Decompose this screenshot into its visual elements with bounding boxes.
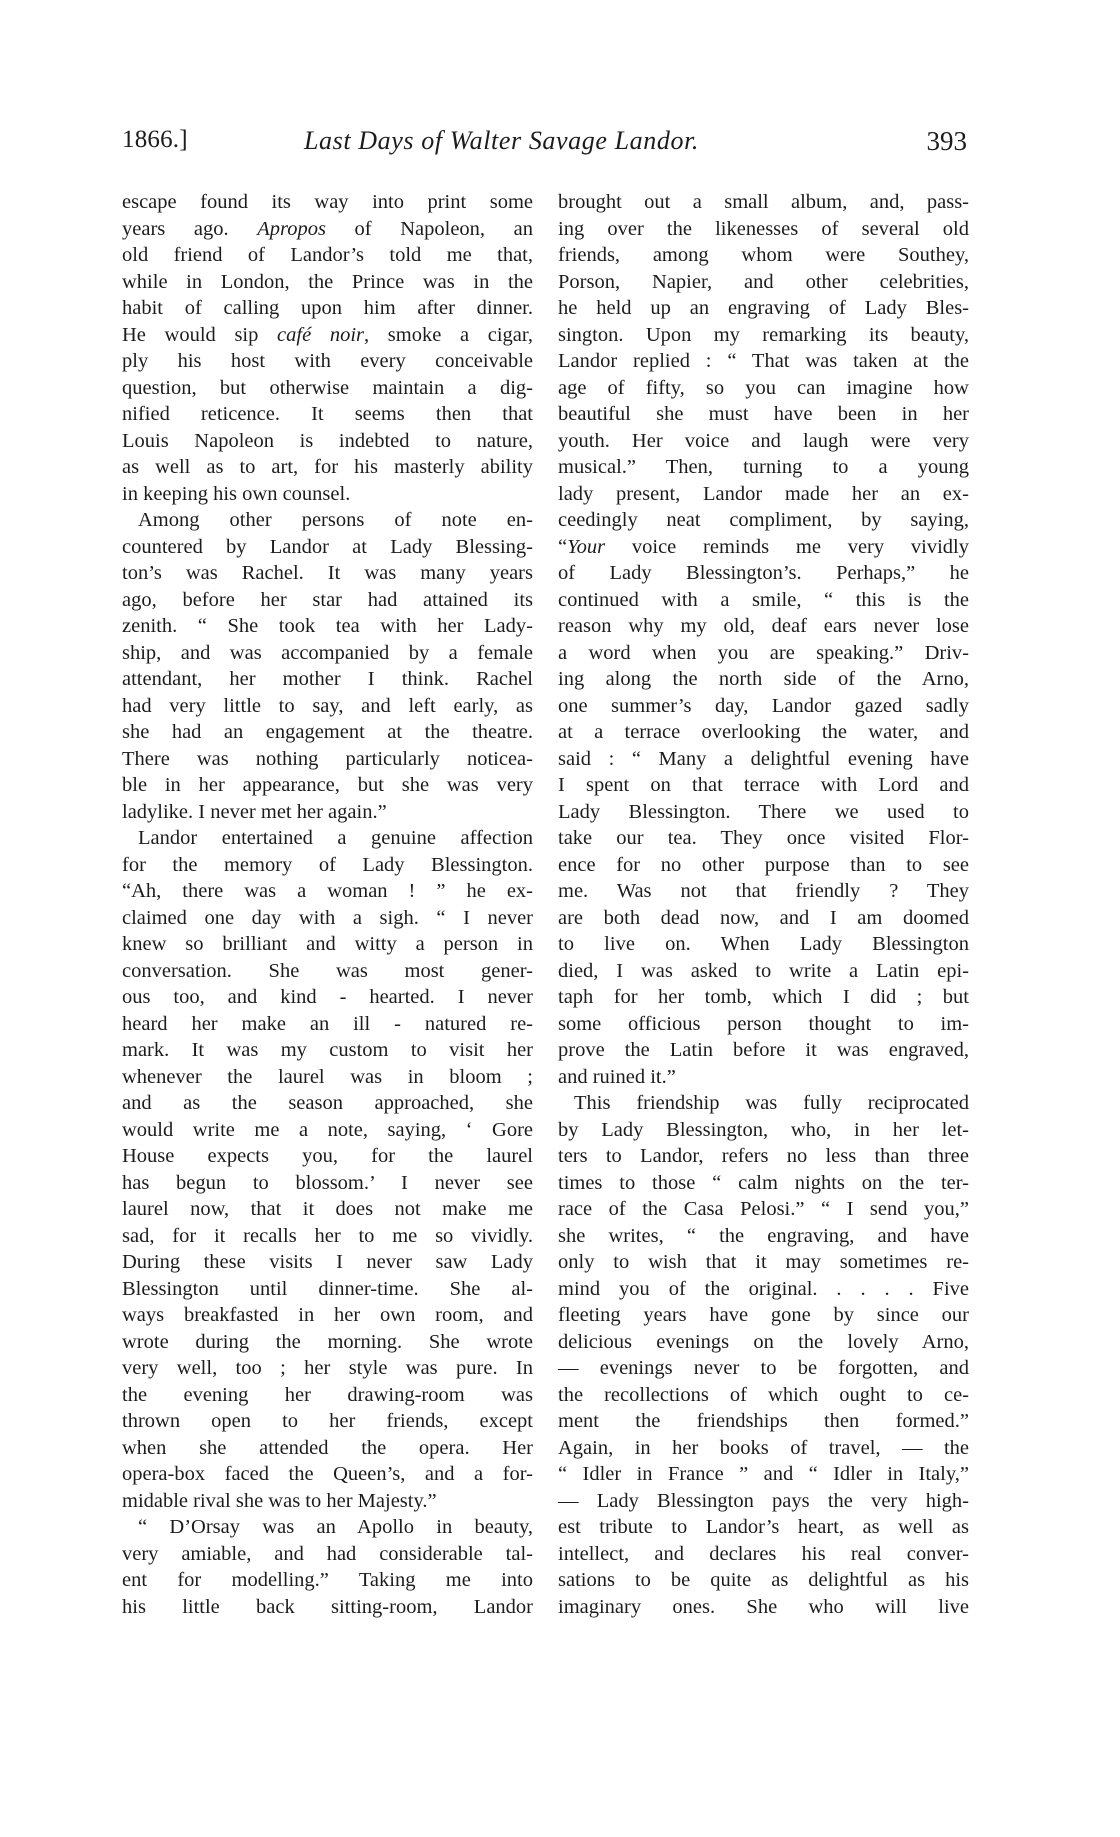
text-line <box>558 1514 969 1541</box>
text-run: — Lady Blessington pays the very high- <box>558 1489 969 1512</box>
text-run: very amiable, and had considerable tal- <box>122 1542 533 1565</box>
text-run: There was nothing particularly noticea- <box>122 747 533 770</box>
text-run: the evening her drawing-room was <box>122 1383 533 1406</box>
text-line <box>558 242 969 269</box>
text-line <box>558 587 969 614</box>
text-line <box>122 269 533 296</box>
text-run: thrown open to her friends, except <box>122 1410 533 1432</box>
text-line <box>558 1461 969 1488</box>
text-line <box>122 348 533 375</box>
text-run: taph for her tomb, which I did ; but <box>558 986 969 1008</box>
text-line <box>558 1011 969 1038</box>
text-line <box>122 454 533 481</box>
text-run: I spent on that terrace with Lord and <box>558 774 969 796</box>
text-line <box>122 1302 533 1329</box>
text-line <box>122 613 533 640</box>
text-run: by Lady Blessington, who, in her let- <box>558 1118 969 1141</box>
text-run: prove the Latin before it was engraved, <box>558 1039 969 1061</box>
text-line <box>122 322 533 349</box>
text-run: mark. It was my custom to visit her <box>122 1039 533 1061</box>
text-run: Landor replied : “ That was taken at the <box>558 350 969 372</box>
text-run: Landor entertained a genuine affection <box>138 827 533 849</box>
text-line <box>122 1196 533 1223</box>
text-run: Among other persons of note en- <box>138 509 533 531</box>
page-number: 393 <box>926 126 967 156</box>
text-run: would write me a note, saying, ‘ Gore <box>122 1118 533 1141</box>
text-run: age of fifty, so you can imagine how <box>558 376 969 399</box>
text-line <box>122 666 533 693</box>
text-line <box>558 852 969 879</box>
text-line <box>122 799 533 826</box>
text-run: intellect, and declares his real conver- <box>558 1542 969 1565</box>
text-run: lady present, Landor made her an ex- <box>558 482 969 505</box>
text-run: ing along the north side of the Arno, <box>558 668 969 690</box>
text-line <box>558 1117 969 1144</box>
text-run: During these visits I never saw Lady <box>122 1251 533 1273</box>
text-line <box>558 348 969 375</box>
text-line <box>558 1249 969 1276</box>
text-run: — evenings never to be forgotten, and <box>558 1357 969 1379</box>
italic-text-run: café noir <box>277 323 365 346</box>
text-run: ladylike. I never met her again.” <box>122 800 387 823</box>
text-line <box>122 640 533 667</box>
text-line <box>122 1594 533 1621</box>
running-head-date: 1866.] <box>122 126 188 153</box>
text-line <box>122 1117 533 1144</box>
text-line <box>558 1170 969 1197</box>
text-line <box>122 428 533 455</box>
text-line <box>122 1355 533 1382</box>
text-line <box>122 719 533 746</box>
text-line <box>558 401 969 428</box>
text-run: Louis Napoleon is indebted to nature, <box>122 429 533 452</box>
text-run: sations to be quite as delightful as his <box>558 1569 969 1591</box>
text-line <box>122 984 533 1011</box>
text-run: ton’s was Rachel. It was many years <box>122 562 533 584</box>
text-run: heard her make an ill - natured re- <box>122 1012 533 1035</box>
text-line <box>558 375 969 402</box>
text-line <box>122 852 533 879</box>
text-run: at a terrace overlooking the water, and <box>558 721 969 743</box>
text-line <box>558 1064 969 1091</box>
text-line <box>122 375 533 402</box>
text-run: a word when you are speaking.” Driv- <box>558 641 969 664</box>
text-line <box>558 613 969 640</box>
text-run: attendant, her mother I think. Rachel <box>122 668 533 690</box>
text-line <box>558 560 969 587</box>
text-run: imaginary ones. She who will live <box>558 1595 969 1618</box>
text-run: question, but otherwise maintain a dig- <box>122 376 533 399</box>
text-run: ago, before her star had attained its <box>122 588 533 611</box>
text-line <box>122 1382 533 1409</box>
text-run: nified reticence. It seems then that <box>122 403 533 425</box>
text-line <box>122 958 533 985</box>
text-line <box>122 1223 533 1250</box>
text-run: had very little to say, and left early, as <box>122 694 533 717</box>
text-line <box>558 481 969 508</box>
right-text-column <box>558 189 969 1620</box>
text-run: as well as to art, for his masterly ability <box>122 456 533 478</box>
text-line <box>558 693 969 720</box>
text-line <box>558 1090 969 1117</box>
text-run: wrote during the morning. She wrote <box>122 1330 533 1353</box>
text-line <box>558 1594 969 1621</box>
text-run: voice reminds me very vividly <box>605 535 969 558</box>
text-run: delicious evenings on the lovely Arno, <box>558 1330 969 1353</box>
text-line <box>558 1382 969 1409</box>
text-line <box>122 1329 533 1356</box>
text-run: sad, for it recalls her to me so vividly. <box>122 1224 533 1247</box>
text-run: the recollections of which ought to ce- <box>558 1383 969 1406</box>
text-line <box>558 1196 969 1223</box>
text-line <box>558 1276 969 1303</box>
text-run: she had an engagement at the theatre. <box>122 721 533 743</box>
text-run: said : “ Many a delightful evening have <box>558 747 969 770</box>
text-run: brought out a small album, and, pass- <box>558 191 969 213</box>
text-run: sington. Upon my remarking its beauty, <box>558 323 969 346</box>
text-line <box>122 825 533 852</box>
text-run: of Lady Blessington’s. Perhaps,” he <box>558 562 969 584</box>
text-run: mind you of the original. . . . . Five <box>558 1277 969 1300</box>
text-run: only to wish that it may sometimes re- <box>558 1251 969 1273</box>
text-line <box>122 1408 533 1435</box>
text-line <box>558 1567 969 1594</box>
text-run: and as the season approached, she <box>122 1092 533 1114</box>
text-run: are both dead now, and I am doomed <box>558 906 969 929</box>
text-line <box>122 693 533 720</box>
text-line <box>558 984 969 1011</box>
text-run: “ D’Orsay was an Apollo in beauty, <box>138 1516 533 1538</box>
text-line <box>558 454 969 481</box>
text-line <box>122 534 533 561</box>
text-run: musical.” Then, turning to a young <box>558 456 969 478</box>
text-line <box>122 1037 533 1064</box>
text-run: “ <box>558 535 568 558</box>
text-line <box>122 587 533 614</box>
text-line <box>122 1170 533 1197</box>
text-line <box>558 322 969 349</box>
text-run: ment the friendships then formed.” <box>558 1410 969 1432</box>
text-run: countered by Landor at Lady Blessing- <box>122 535 533 558</box>
text-run: Lady Blessington. There we used to <box>558 800 969 823</box>
text-run: est tribute to Landor’s heart, as well as <box>558 1516 969 1538</box>
text-line <box>558 1302 969 1329</box>
text-run: “ Idler in France ” and “ Idler in Italy,” <box>558 1463 969 1485</box>
running-head <box>122 126 967 166</box>
text-run: habit of calling upon him after dinner. <box>122 297 533 319</box>
text-run: of Napoleon, an <box>325 217 533 240</box>
text-run: fleeting years have gone by since our <box>558 1304 969 1326</box>
text-line <box>558 507 969 534</box>
text-run: Again, in her books of travel, — the <box>558 1436 969 1459</box>
text-run: whenever the laurel was in bloom ; <box>122 1065 533 1088</box>
text-run: when she attended the opera. Her <box>122 1436 533 1459</box>
text-line <box>558 931 969 958</box>
italic-text-run: Apropos <box>257 217 326 240</box>
text-run: ways breakfasted in her own room, and <box>122 1304 533 1326</box>
text-line <box>558 189 969 216</box>
text-line <box>122 560 533 587</box>
text-line <box>558 640 969 667</box>
text-line <box>122 1567 533 1594</box>
text-line <box>558 428 969 455</box>
text-line <box>122 1488 533 1515</box>
text-run: He would sip <box>122 323 278 346</box>
text-run: ceedingly neat compliment, by saying, <box>558 509 969 531</box>
text-line <box>558 825 969 852</box>
text-line <box>122 1143 533 1170</box>
text-line <box>558 772 969 799</box>
text-run: one summer’s day, Landor gazed sadly <box>558 694 969 717</box>
text-run: some officious person thought to im- <box>558 1012 969 1035</box>
text-run: ence for no other purpose than to see <box>558 853 969 876</box>
text-run: , smoke a cigar, <box>364 323 533 346</box>
text-line <box>558 1355 969 1382</box>
text-line <box>122 905 533 932</box>
text-line <box>558 905 969 932</box>
text-line <box>122 931 533 958</box>
text-line <box>558 1223 969 1250</box>
text-line <box>558 719 969 746</box>
text-run: House expects you, for the laurel <box>122 1145 533 1167</box>
text-line <box>558 1435 969 1462</box>
text-line <box>122 1435 533 1462</box>
text-run: “Ah, there was a woman ! ” he ex- <box>122 880 533 902</box>
text-line <box>558 878 969 905</box>
text-line <box>122 1514 533 1541</box>
text-line <box>558 958 969 985</box>
text-line <box>122 507 533 534</box>
text-line <box>122 1461 533 1488</box>
text-run: reason why my old, deaf ears never lose <box>558 615 969 637</box>
text-line <box>558 534 969 561</box>
text-run: old friend of Landor’s told me that, <box>122 244 533 266</box>
text-line <box>558 1541 969 1568</box>
text-run: while in London, the Prince was in the <box>122 270 533 293</box>
text-run: race of the Casa Pelosi.” “ I send you,” <box>558 1198 969 1220</box>
text-line <box>122 1011 533 1038</box>
text-line <box>558 1408 969 1435</box>
text-line <box>122 1276 533 1303</box>
text-run: me. Was not that friendly ? They <box>558 880 969 902</box>
text-run: for the memory of Lady Blessington. <box>122 853 533 876</box>
text-run: ble in her appearance, but she was very <box>122 774 533 796</box>
text-line <box>122 1541 533 1568</box>
text-line <box>122 746 533 773</box>
text-run: ing over the likenesses of several old <box>558 217 969 240</box>
text-run: midable rival she was to her Majesty.” <box>122 1489 437 1512</box>
text-run: died, I was asked to write a Latin epi- <box>558 959 969 982</box>
text-run: knew so brilliant and witty a person in <box>122 933 533 955</box>
text-run: conversation. She was most gener- <box>122 959 533 982</box>
text-run: beautiful she must have been in her <box>558 403 969 425</box>
text-run: Blessington until dinner-time. She al- <box>122 1277 533 1300</box>
text-run: ply his host with every conceivable <box>122 350 533 372</box>
text-run: years ago. <box>122 217 258 240</box>
text-run: laurel now, that it does not make me <box>122 1198 533 1220</box>
text-line <box>122 878 533 905</box>
text-line <box>122 401 533 428</box>
running-head-title: Last Days of Walter Savage Landor. <box>304 126 700 155</box>
text-run: take our tea. They once visited Flor- <box>558 827 969 849</box>
text-line <box>558 799 969 826</box>
text-run: claimed one day with a sigh. “ I never <box>122 906 533 929</box>
text-run: in keeping his own counsel. <box>122 482 351 505</box>
text-run: friends, among whom were Southey, <box>558 244 969 266</box>
text-line <box>122 1090 533 1117</box>
text-run: Porson, Napier, and other celebrities, <box>558 270 969 293</box>
text-run: ous too, and kind - hearted. I never <box>122 986 533 1008</box>
text-line <box>558 1488 969 1515</box>
text-run: has begun to blossom.’ I never see <box>122 1171 533 1194</box>
text-run: ters to Landor, refers no less than three <box>558 1145 969 1167</box>
text-run: ship, and was accompanied by a female <box>122 641 533 664</box>
text-run: escape found its way into print some <box>122 191 533 213</box>
text-line <box>558 295 969 322</box>
text-line <box>558 666 969 693</box>
text-line <box>558 1143 969 1170</box>
text-run: youth. Her voice and laugh were very <box>558 429 969 452</box>
text-line <box>558 1329 969 1356</box>
text-run: to live on. When Lady Blessington <box>558 933 969 955</box>
text-line <box>122 189 533 216</box>
text-line <box>122 1249 533 1276</box>
text-line <box>122 242 533 269</box>
text-line <box>122 772 533 799</box>
text-run: zenith. “ She took tea with her Lady- <box>122 615 533 637</box>
text-run: ent for modelling.” Taking me into <box>122 1569 533 1591</box>
text-run: opera-box faced the Queen’s, and a for- <box>122 1463 533 1485</box>
text-line <box>558 216 969 243</box>
text-run: she writes, “ the engraving, and have <box>558 1224 969 1247</box>
text-line <box>122 295 533 322</box>
text-line <box>122 481 533 508</box>
text-line <box>558 746 969 773</box>
left-text-column <box>122 189 533 1620</box>
text-run: and ruined it.” <box>558 1065 676 1088</box>
text-run: times to those “ calm nights on the ter- <box>558 1171 969 1194</box>
text-line <box>558 1037 969 1064</box>
text-run: very well, too ; her style was pure. In <box>122 1357 533 1379</box>
text-run: he held up an engraving of Lady Bles- <box>558 297 969 319</box>
text-line <box>122 1064 533 1091</box>
text-run: his little back sitting-room, Landor <box>122 1595 533 1618</box>
text-run: This friendship was fully reciprocated <box>574 1092 969 1114</box>
italic-text-run: Your <box>567 535 606 558</box>
text-run: continued with a smile, “ this is the <box>558 588 969 611</box>
text-line <box>558 269 969 296</box>
text-line <box>122 216 533 243</box>
